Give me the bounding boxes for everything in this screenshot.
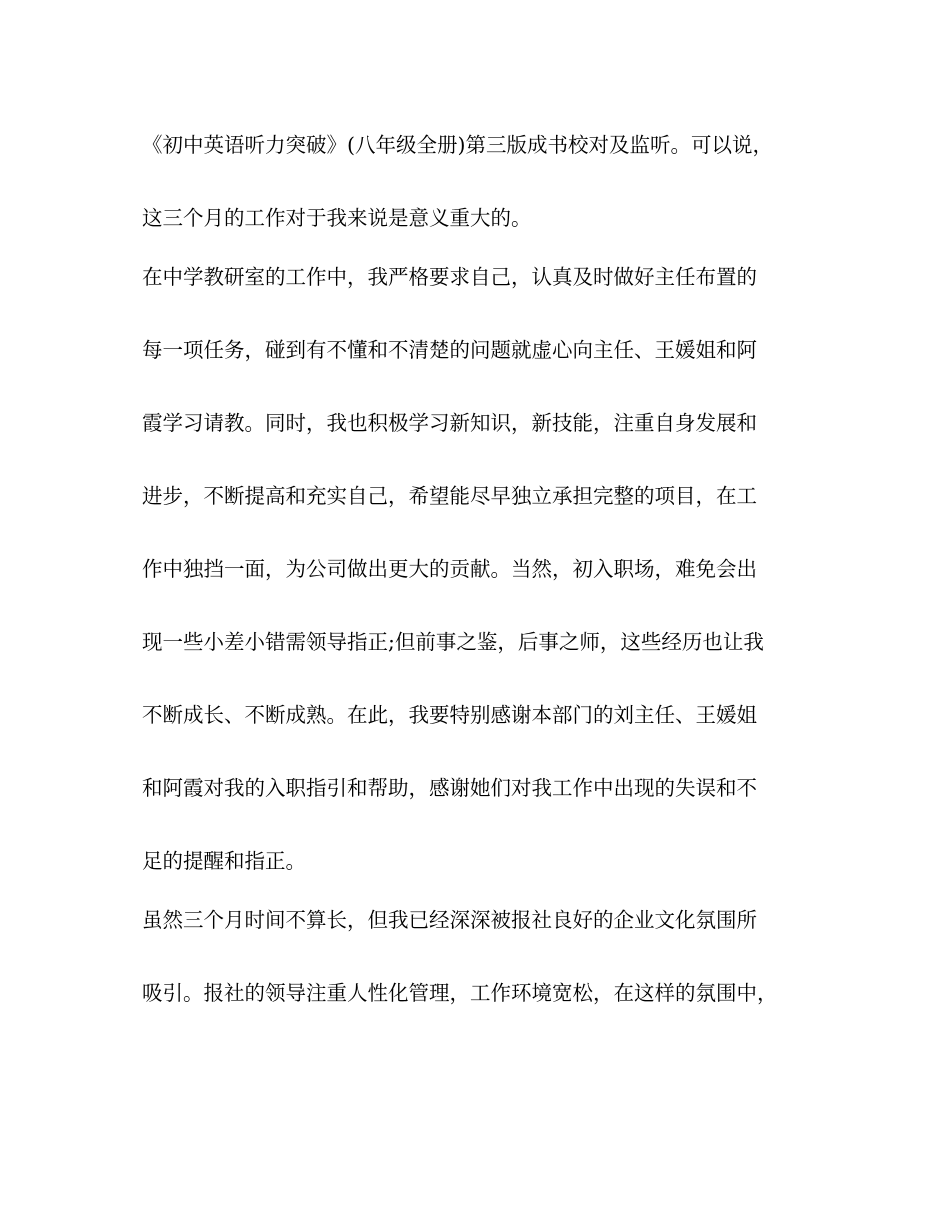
text-line: 进步，不断提高和充实自己，希望能尽早独立承担完整的项目，在工 (142, 484, 757, 508)
text-line: 虽然三个月时间不算长，但我已经深深被报社良好的企业文化氛围所 (142, 908, 757, 932)
text-line: 吸引。报社的领导注重人性化管理，工作环境宽松，在这样的氛围中， (142, 981, 778, 1005)
text-line: 这三个月的工作对于我来说是意义重大的。 (142, 206, 532, 230)
text-line: 不断成长、不断成熟。在此，我要特别感谢本部门的刘主任、王媛姐 (142, 703, 757, 727)
text-line: 《初中英语听力突破》(八年级全册)第三版成书校对及监听。可以说， (142, 133, 773, 157)
text-line: 足的提醒和指正。 (142, 849, 306, 873)
text-line: 作中独挡一面，为公司做出更大的贡献。当然，初入职场，难免会出 (142, 557, 757, 581)
text-line: 每一项任务，碰到有不懂和不清楚的问题就虚心向主任、王媛姐和阿 (142, 338, 757, 362)
text-line: 和阿霞对我的入职指引和帮助，感谢她们对我工作中出现的失误和不 (142, 776, 757, 800)
text-line: 现一些小差小错需领导指正;但前事之鉴，后事之师，这些经历也让我 (142, 630, 764, 654)
text-line: 霞学习请教。同时，我也积极学习新知识，新技能，注重自身发展和 (142, 411, 757, 435)
text-line: 在中学教研室的工作中，我严格要求自己，认真及时做好主任布置的 (142, 265, 757, 289)
